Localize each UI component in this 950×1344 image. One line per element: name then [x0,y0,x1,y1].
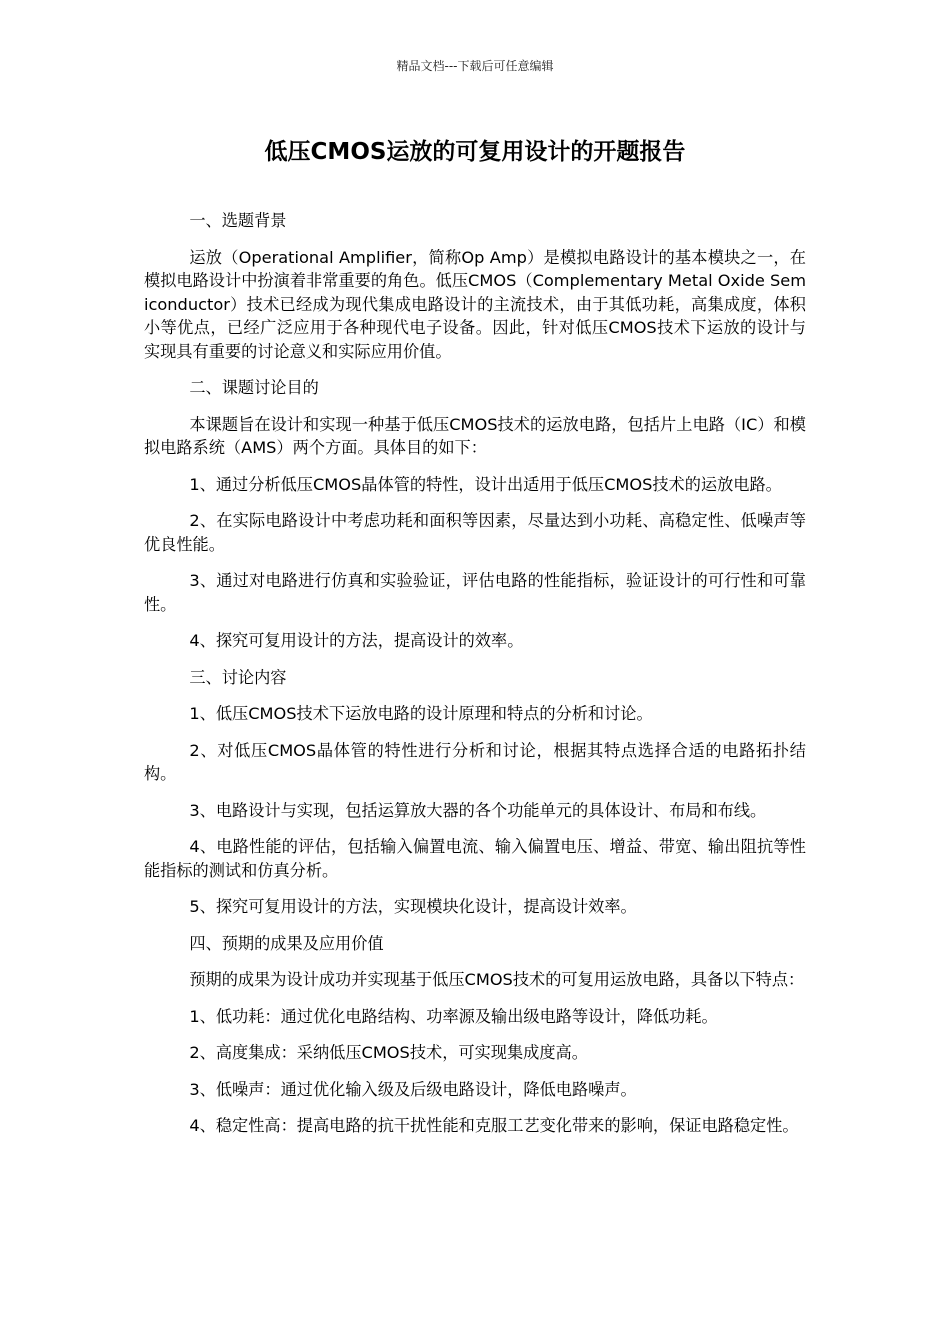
list-item-purpose-2: 2、在实际电路设计中考虑功耗和面积等因素，尽量达到小功耗、高稳定性、低噪声等优良性能。 [144,511,806,554]
section-heading-results: 四、预期的成果及应用价值 [189,933,384,953]
section-heading-purpose: 二、课题讨论目的 [189,378,319,397]
list-item-content-2: 2、对低压CMOS晶体管的特性进行分析和讨论，根据其特点选择合适的电路拓扑结构。 [144,740,806,783]
list-item-content-1: 1、低压CMOS技术下运放电路的设计原理和特点的分析和讨论。 [189,704,653,723]
list-item-purpose-4: 4、探究可复用设计的方法，提高设计的效率。 [189,631,524,650]
list-item-results-1: 1、低功耗：通过优化电路结构、功率源及输出级电路等设计，降低功耗。 [189,1006,718,1026]
list-item-purpose-1: 1、通过分析低压CMOS晶体管的特性，设计出适用于低压CMOS技术的运放电路。 [189,474,782,494]
page-header: 精品文档---下载后可任意编辑 [396,59,554,73]
list-item-results-4: 4、稳定性高：提高电路的抗干扰性能和克服工艺变化带来的影响，保证电路稳定性。 [189,1116,799,1135]
list-item-content-3: 3、电路设计与实现，包括运算放大器的各个功能单元的具体设计、布局和布线。 [189,800,767,820]
paragraph-purpose-intro: 本课题旨在设计和实现一种基于低压CMOS技术的运放电路，包括片上电路（IC）和模拟电路系统（AMS）两个方面。具体目的如下： [144,414,806,457]
document-title: 低压CMOS运放的可复用设计的开题报告 [264,139,686,165]
list-item-results-3: 3、低噪声：通过优化输入级及后级电路设计，降低电路噪声。 [189,1079,637,1099]
list-item-purpose-3: 3、通过对电路进行仿真和实验验证，评估电路的性能指标，验证设计的可行性和可靠性。 [144,571,806,614]
document-body [144,209,806,1151]
section-heading-content: 三、讨论内容 [189,667,287,687]
list-item-content-4: 4、电路性能的评估，包括输入偏置电流、输入偏置电压、增益、带宽、输出阻抗等性能指标的测试和仿真分析。 [144,837,806,880]
section-heading-background: 一、选题背景 [189,211,287,230]
paragraph-background: 运放（Operational Amplifier，简称Op Amp）是模拟电路设计的基本模块之一，在模拟电路设计中扮演着非常重要的角色。低压CMOS（Complementary Metal Oxide Semiconductor）技术已经成为现代集成电路设计的主流技术，由于其低功耗，高集成度，体积小等优点，已经广泛应用于各种现代电子设备。因此，针对低压CMOS技术下运放的设计与实现具有重要的讨论意义和实际应用价值。 [144,247,806,361]
list-item-content-5: 5、探究可复用设计的方法，实现模块化设计，提高设计效率。 [189,897,637,916]
paragraph-results-intro: 预期的成果为设计成功并实现基于低压CMOS技术的可复用运放电路，具备以下特点： [189,970,805,989]
list-item-results-2: 2、高度集成：采纳低压CMOS技术，可实现集成度高。 [189,1043,588,1062]
